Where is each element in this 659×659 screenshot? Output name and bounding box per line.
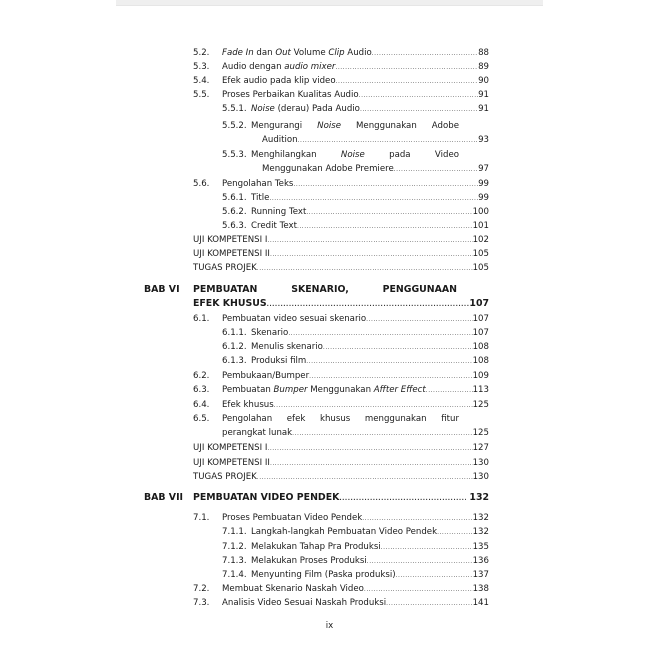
entry-title — [222, 511, 362, 525]
entry-title-part: Pembukaan/Bumper — [222, 371, 310, 381]
entry-title — [193, 470, 257, 484]
dot-leader — [257, 471, 473, 485]
dot-leader — [394, 163, 478, 177]
page-ref: 108 — [472, 356, 489, 366]
entry-title-part: Clip — [328, 48, 345, 58]
dot-leader — [372, 47, 478, 61]
section-number: 5.5. — [193, 90, 210, 100]
section-number: 5.6.1. — [222, 193, 247, 203]
dot-leader — [288, 327, 472, 341]
section-number: 7.1.3. — [222, 556, 247, 566]
page-ref: 132 — [469, 492, 489, 503]
dot-leader — [364, 583, 473, 597]
top-scroll-edge — [116, 0, 543, 6]
section-number: 7.2. — [193, 584, 210, 594]
section-number: 5.5.1. — [222, 104, 247, 114]
dot-leader — [274, 399, 473, 413]
entry-title — [193, 233, 267, 247]
page-ref: 130 — [472, 472, 489, 482]
entry-title — [222, 369, 309, 383]
dot-leader — [362, 512, 472, 526]
page-ref: 89 — [478, 62, 489, 72]
page-ref: 125 — [472, 400, 489, 410]
entry-title — [251, 525, 437, 539]
page-ref: 97 — [478, 164, 489, 174]
entry-title — [193, 441, 267, 455]
entry-title — [251, 102, 360, 116]
section-number: 7.3. — [193, 598, 210, 608]
page-ref: 90 — [478, 76, 489, 86]
entry-title-word: menggunakan — [364, 414, 427, 424]
entry-title-word: Mengurangi — [251, 121, 303, 131]
entry-title-word: Noise — [340, 150, 365, 160]
entry-title-line2: perangkat lunak — [222, 428, 293, 438]
dot-leader — [267, 442, 472, 456]
entry-title — [193, 247, 270, 261]
page-ref: 102 — [472, 235, 489, 245]
entry-title-part: Audio — [344, 48, 372, 58]
section-number: 6.3. — [193, 385, 210, 395]
dot-leader — [323, 341, 473, 355]
entry-title — [222, 398, 274, 412]
chapter-label: BAB VII — [144, 492, 184, 503]
page-ref: 91 — [478, 90, 489, 100]
entry-title-line1 — [251, 119, 459, 133]
entry-title — [222, 312, 366, 326]
entry-title-part: Pembuatan video sesuai skenario — [222, 314, 367, 324]
section-number: 7.1. — [193, 513, 210, 523]
entry-title-part: (derau) Pada Audio — [274, 104, 360, 114]
entry-title-part: Audio dengan — [222, 62, 285, 72]
section-number: 7.1.2. — [222, 542, 247, 552]
entry-title — [222, 177, 293, 191]
chapter-label: BAB VI — [144, 284, 180, 295]
entry-title-word: Menggunakan — [356, 121, 417, 131]
page-ref: 137 — [472, 570, 489, 580]
entry-title-word: pada — [389, 150, 411, 160]
dot-leader — [396, 569, 473, 583]
section-number: 5.6.2. — [222, 207, 247, 217]
section-number: 5.3. — [193, 62, 210, 72]
page-ref: 135 — [472, 542, 489, 552]
entry-title — [193, 491, 339, 505]
entry-title-part: Menulis skenario — [251, 342, 323, 352]
section-number: 6.1. — [193, 314, 210, 324]
entry-title-part: Melakukan Tahap Pra Produksi — [251, 542, 381, 552]
dot-leader — [306, 355, 472, 369]
entry-title-part: Credit Text — [251, 221, 297, 231]
entry-title-word: Pengolahan — [222, 414, 273, 424]
entry-title-part: audio mixer — [284, 62, 336, 72]
dot-leader — [359, 89, 478, 103]
dot-leader — [426, 384, 473, 398]
entry-title-part: Pembuatan — [222, 385, 274, 395]
entry-title-part: Membuat Skenario Naskah Video — [222, 584, 364, 594]
entry-title-part: Bumper — [273, 385, 308, 395]
page-ref: 141 — [472, 598, 489, 608]
entry-title-part: Proses Pembuatan Video Pendek — [222, 513, 363, 523]
entry-title-word: Adobe — [431, 121, 459, 131]
section-number: 6.1.1. — [222, 328, 247, 338]
entry-title — [251, 205, 306, 219]
section-number: 5.6.3. — [222, 221, 247, 231]
section-number: 6.1.2. — [222, 342, 247, 352]
entry-title-part: UJI KOMPETENSI II — [193, 249, 270, 259]
dot-leader — [270, 248, 473, 262]
entry-title-part: Efek audio pada klip video — [222, 76, 336, 86]
page-ref: 132 — [472, 527, 489, 537]
page-ref: 130 — [472, 458, 489, 468]
page-ref: 107 — [472, 328, 489, 338]
entry-title — [193, 456, 270, 470]
page-ref: 100 — [472, 207, 489, 217]
dot-leader — [297, 220, 473, 234]
entry-title-line1 — [193, 283, 457, 297]
dot-leader — [267, 298, 470, 312]
entry-title-line1 — [222, 412, 459, 426]
dot-leader — [386, 597, 472, 611]
dot-leader — [269, 192, 478, 206]
entry-title-word: Video — [434, 150, 459, 160]
entry-title-part: Volume — [290, 48, 329, 58]
dot-leader — [339, 492, 466, 506]
entry-title-part: Proses Perbaikan Kualitas Audio — [222, 90, 359, 100]
entry-title-word: PEMBUATAN — [193, 284, 258, 295]
section-number: 5.5.2. — [222, 121, 247, 131]
entry-title-part: Menggunakan — [307, 385, 374, 395]
dot-leader — [366, 313, 472, 327]
entry-title-word: efek — [286, 414, 306, 424]
dot-leader — [335, 61, 478, 75]
entry-title-part: TUGAS PROJEK — [193, 472, 257, 482]
entry-title-word: PENGGUNAAN — [382, 284, 457, 295]
entry-title-part: TUGAS PROJEK — [193, 263, 257, 273]
section-number: 6.5. — [193, 414, 210, 424]
entry-title-part: Melakukan Proses Produksi — [251, 556, 367, 566]
dot-leader — [306, 206, 472, 220]
entry-title-line2: EFEK KHUSUS — [193, 298, 267, 309]
entry-title-part: Produksi film — [251, 356, 307, 366]
entry-title-word: Menghilangkan — [251, 150, 317, 160]
dot-leader — [367, 555, 473, 569]
dot-leader — [270, 457, 473, 471]
entry-title-part: Fade In — [222, 48, 254, 58]
section-number: 5.6. — [193, 179, 210, 189]
entry-title-part: Analisis Video Sesuai Naskah Produksi — [222, 598, 387, 608]
page-ref: 125 — [472, 428, 489, 438]
section-number: 7.1.1. — [222, 527, 247, 537]
entry-title — [251, 219, 297, 233]
page-ref: 138 — [472, 584, 489, 594]
entry-title — [251, 326, 288, 340]
page-ref: 107 — [472, 314, 489, 324]
entry-title — [222, 596, 386, 610]
page-ref: 99 — [478, 179, 489, 189]
entry-title — [222, 582, 364, 596]
dot-leader — [267, 234, 472, 248]
entry-title — [222, 74, 336, 88]
entry-title — [251, 568, 396, 582]
entry-title-part: PEMBUATAN VIDEO PENDEK — [193, 492, 340, 503]
entry-title — [251, 540, 381, 554]
entry-title — [222, 383, 426, 397]
entry-title-word: SKENARIO, — [291, 284, 349, 295]
entry-title-part: Pengolahan Teks — [222, 179, 294, 189]
dot-leader — [309, 370, 472, 384]
section-number: 6.4. — [193, 400, 210, 410]
dot-leader — [437, 526, 473, 540]
entry-title — [251, 340, 323, 354]
page-ref: 105 — [472, 249, 489, 259]
page-ref: 91 — [478, 104, 489, 114]
dot-leader — [336, 75, 478, 89]
dot-leader — [293, 178, 478, 192]
entry-title — [251, 191, 269, 205]
page-ref: 108 — [472, 342, 489, 352]
page-ref: 93 — [478, 135, 489, 145]
entry-title-part: dan — [253, 48, 276, 58]
page-ref: 88 — [478, 48, 489, 58]
entry-title-part: Langkah-langkah Pembuatan Video Pendek — [251, 527, 438, 537]
entry-title-line2: Menggunakan Adobe Premiere — [262, 164, 394, 174]
entry-title-line2: Audition — [262, 135, 298, 145]
page-ref: 101 — [472, 221, 489, 231]
entry-title — [222, 46, 372, 60]
section-number: 6.2. — [193, 371, 210, 381]
entry-title-part: Title — [251, 193, 270, 203]
dot-leader — [360, 103, 478, 117]
section-number: 5.4. — [193, 76, 210, 86]
dot-leader — [381, 541, 473, 555]
entry-title-part: Menyunting Film (Paska produksi) — [251, 570, 396, 580]
entry-title — [222, 60, 335, 74]
entry-title-part: Noise — [251, 104, 275, 114]
page-ref: 127 — [472, 443, 489, 453]
page-number: ix — [325, 621, 334, 631]
dot-leader — [257, 262, 473, 276]
entry-title-part: Affter Effect — [373, 385, 426, 395]
entry-title-line1 — [251, 148, 459, 162]
entry-title — [222, 88, 359, 102]
page-ref: 109 — [472, 371, 489, 381]
entry-title-part: UJI KOMPETENSI II — [193, 458, 270, 468]
entry-title — [193, 261, 257, 275]
section-number: 7.1.4. — [222, 570, 247, 580]
dot-leader — [292, 427, 472, 441]
dot-leader — [298, 134, 478, 148]
entry-title-part: Efek khusus — [222, 400, 274, 410]
entry-title-part: UJI KOMPETENSI I — [193, 443, 268, 453]
entry-title — [251, 554, 367, 568]
section-number: 5.5.3. — [222, 150, 247, 160]
entry-title-part: Running Text — [251, 207, 307, 217]
page-ref: 136 — [472, 556, 489, 566]
section-number: 5.2. — [193, 48, 210, 58]
page-ref: 105 — [472, 263, 489, 273]
entry-title-part: Skenario — [251, 328, 289, 338]
page-ref: 113 — [472, 385, 489, 395]
entry-title-part: UJI KOMPETENSI I — [193, 235, 268, 245]
entry-title-word: khusus — [319, 414, 351, 424]
entry-title-part: Out — [275, 48, 291, 58]
entry-title-word: Noise — [317, 121, 341, 131]
entry-title — [251, 354, 306, 368]
page-ref: 107 — [469, 298, 489, 309]
page-ref: 132 — [472, 513, 489, 523]
entry-title-word: fitur — [441, 414, 459, 424]
section-number: 6.1.3. — [222, 356, 247, 366]
page-ref: 99 — [478, 193, 489, 203]
